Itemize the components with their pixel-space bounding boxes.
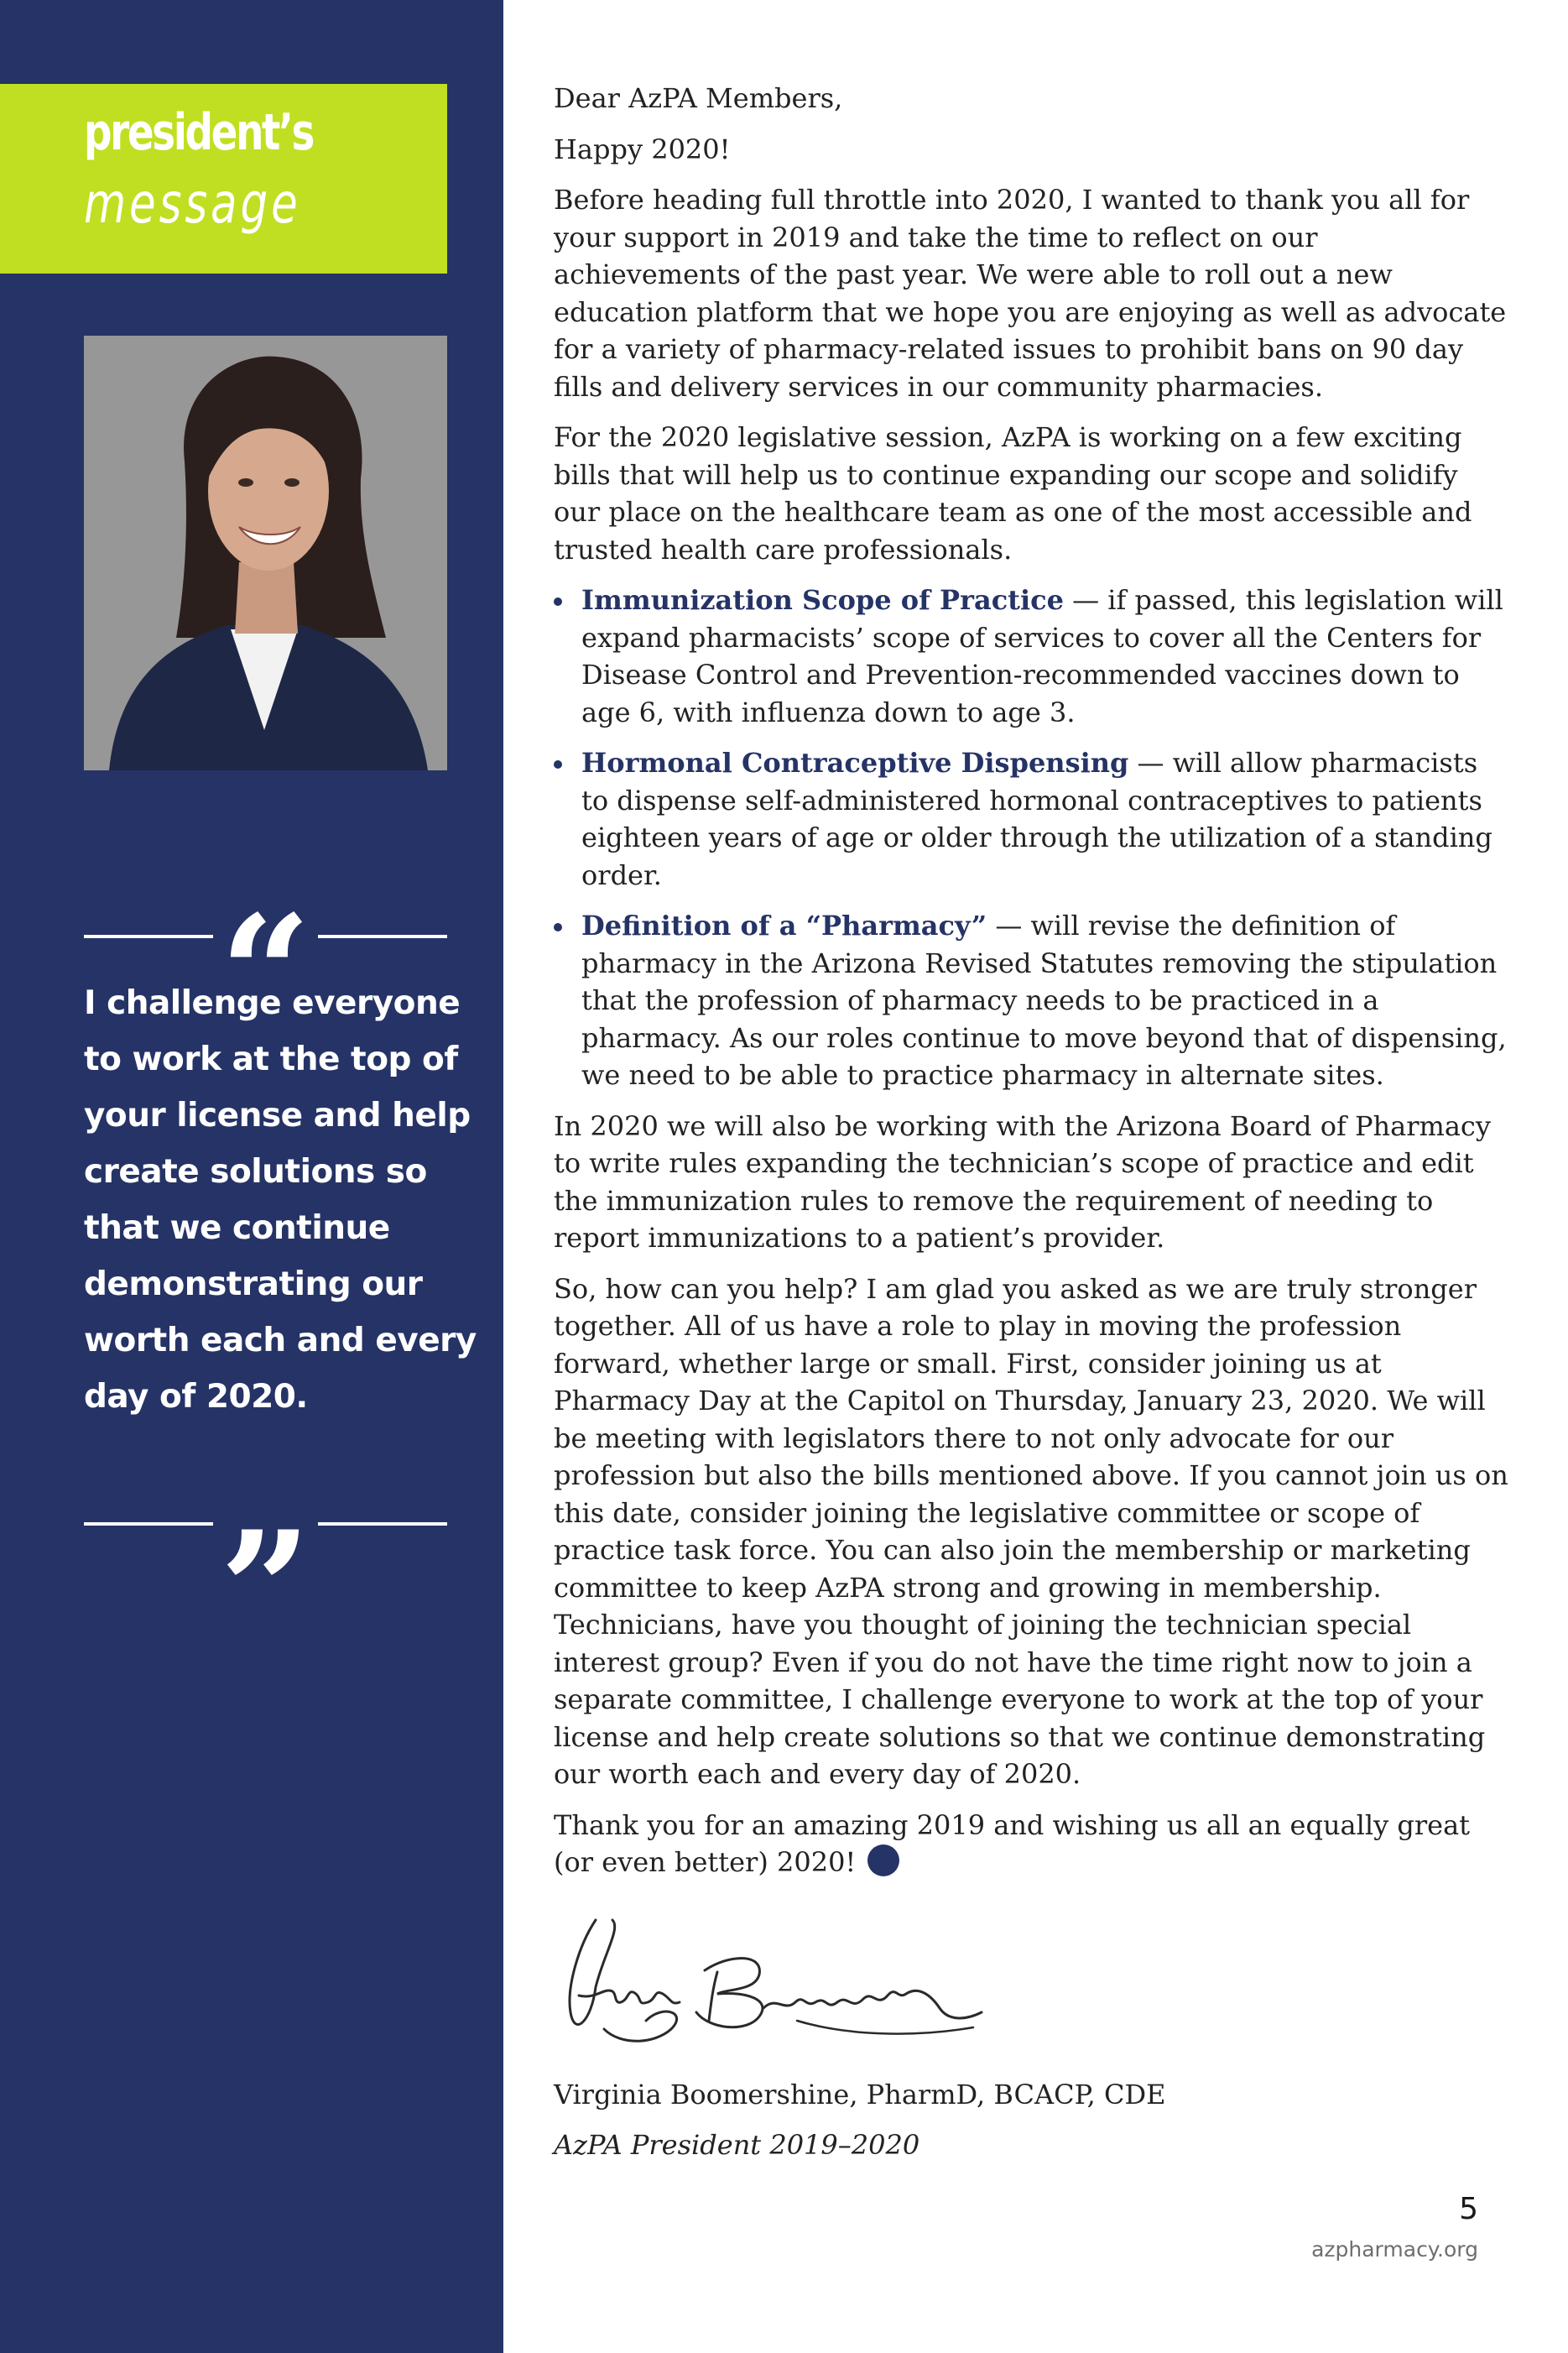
banner-title-line1: president’s [84,103,314,162]
page-number: 5 [1459,2192,1478,2226]
list-item [554,582,1510,731]
bill-term: Immunization Scope of Practice [581,584,1064,616]
banner-title-line2: message [84,171,301,236]
paragraph-achievements: Before heading full throttle into 2020, I wanted to thank you all for your support in 2019 and take the time to reflect on our achievements of the past year. We were able to roll out a new education platform that we hope you are enjoying as well as advocate for a variety of pharmacy-related issues to prohibit bans on 90 day fills and delivery services in our community pharmacies. [554,184,1507,403]
list-item [554,907,1510,1094]
list-item [554,744,1510,894]
paragraph-legislative-session: For the 2020 legislative session, AzPA is working on a few exciting bills that will help us to continue expanding our scope and solidify our place on the healthcare team as one of the most accessible and trusted health care professionals. [554,421,1472,566]
bill-description: — will allow pharmacists to dispense self-administered hormonal contraceptives to patients eighteen years of age or older through the utilization of a standing order. [581,747,1492,891]
salutation: Dear AzPA Members, [554,82,843,114]
close-quote-icon: ” [213,1502,318,1594]
open-quote-icon [213,869,318,958]
paragraph-thanks [554,1807,1510,1881]
signer-name: Virginia Boomershine, PharmD, BCACP, CDE [554,2078,1166,2110]
bill-term: Hormonal Contraceptive Dispensing [581,747,1129,779]
pull-quote: I challenge everyone to work at the top of your license and help create solutions so that we continue demonstrating our worth each and every day of 2020. [84,984,477,1416]
site-url: azpharmacy.org [1311,2237,1478,2262]
bill-description: — will revise the definition of pharmacy in the Arizona Revised Statutes removing the stipulation that the profession of pharmacy needs to be practiced in a pharmacy. As our roles continue to move beyond that of dispensing, we need to be able to practice pharmacy in alternate sites. [581,910,1507,1091]
signer-title: AzPA President 2019–2020 [554,2129,920,2161]
paragraph-board-of-pharmacy: In 2020 we will also be working with the Arizona Board of Pharmacy to write rules expanding the technician’s scope of practice and edit the immunization rules to remove the requirement of needing to report immunizations to a patient’s provider. [554,1109,1491,1254]
president-photo [84,336,447,770]
bill-description: — if passed, this legislation will expand pharmacists’ scope of services to cover all the Centers for Disease Control and Prevention-recommended vaccines down to age 6, with influenza down to age 3. [581,584,1503,728]
bill-term: Definition of a “Pharmacy” [581,910,987,942]
signature [545,1895,998,2063]
portrait-illustration [84,336,447,770]
end-mark-icon [867,1844,899,1876]
thanks-text: Thank you for an amazing 2019 and wishing us all an equally great (or even better) 2020! [554,1808,1470,1878]
letter-body [554,80,1510,2178]
greeting: Happy 2020! [554,133,731,165]
paragraph-how-to-help: So, how can you help? I am glad you asked as we are truly stronger together. All of us have a role to play in moving the profession forward, whether large or small. First, consider joining us at Pharmacy Day at the Capitol on Thursday, January 23, 2020. We will be meeting with legislators there to not only advocate for our profession but also the bills mentioned above. If you cannot join us on this date, consider joining the legislative committee or scope of practice task force. You can also join the membership or marketing committee to keep AzPA strong and growing in membership. Technicians, have you thought of joining the technician special interest group? Even if you do not have the time right now to join a separate committee, I challenge everyone to work at the top of your license and help create solutions so that we continue demonstrating our worth each and every day of 2020. [554,1272,1508,1790]
bills-list [554,582,1510,1094]
